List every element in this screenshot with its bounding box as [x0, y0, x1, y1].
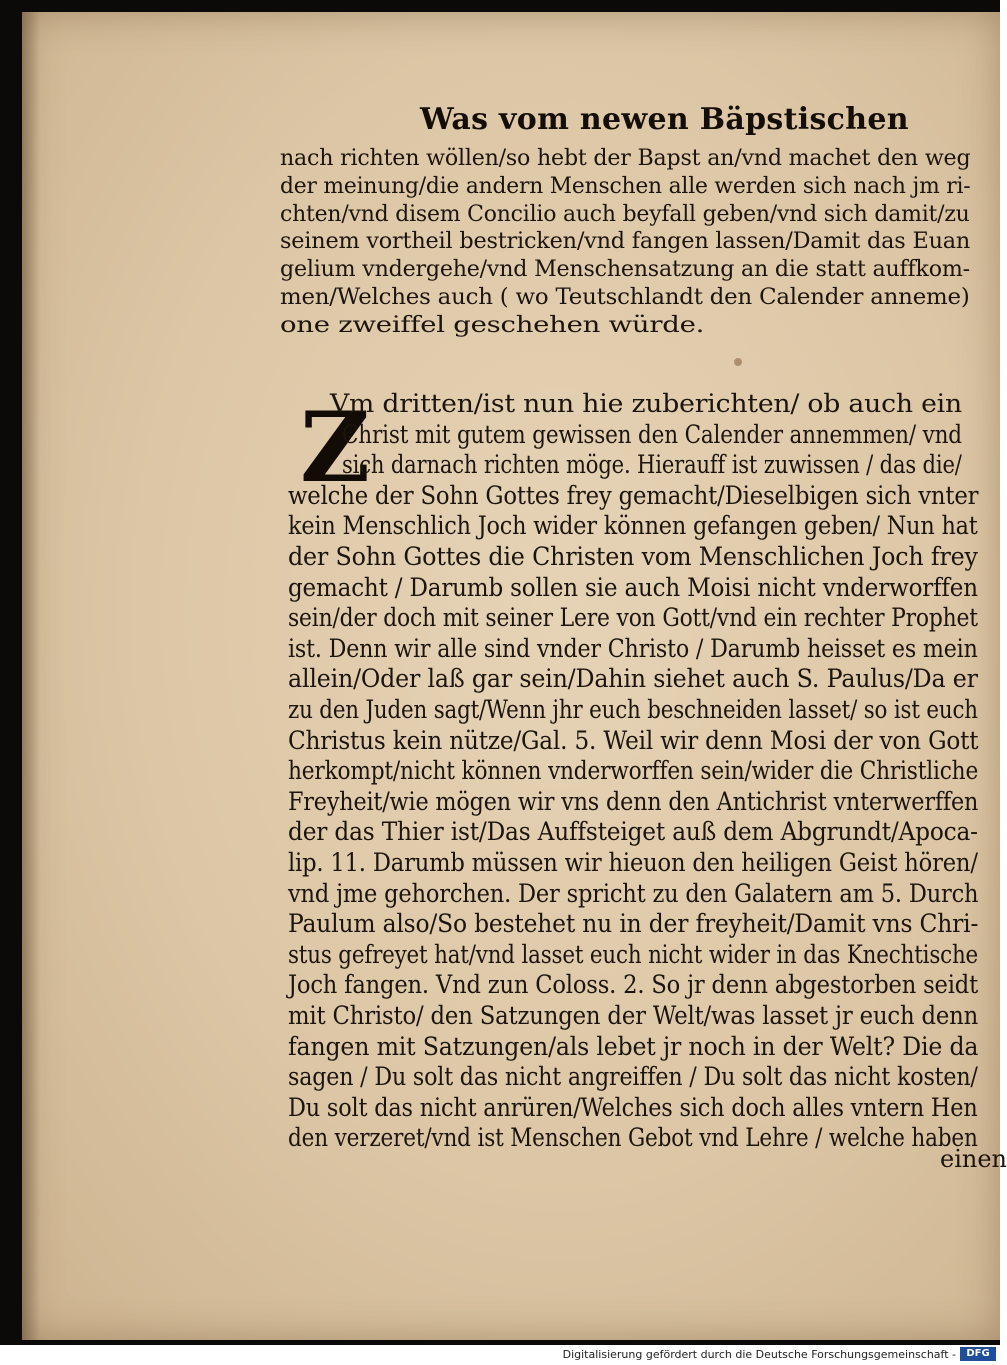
ink-stain: [734, 358, 742, 366]
text-line: herkompt/nicht können vnderworffen sein/wider die Christliche: [288, 756, 979, 786]
text-line: gemacht / Darumb sollen sie auch Moisi nicht vnderworffen: [288, 572, 978, 602]
text-line: vnd jme gehorchen. Der spricht zu den Galatern am 5. Durch: [288, 878, 979, 908]
text-line: gelium vndergehe/vnd Menschensatzung an die statt auffkom-: [280, 257, 970, 283]
text-line: seinem vortheil bestricken/vnd fangen lassen/Damit das Euan: [280, 229, 971, 255]
text-line: kein Menschlich Joch wider können gefangen geben/ Nun hat: [288, 511, 978, 541]
text-line: Christ mit gutem gewissen den Calender annemmen/ vnd: [342, 419, 962, 449]
text-line: der Sohn Gottes die Christen vom Menschlichen Joch frey: [288, 542, 978, 571]
text-line: welche der Sohn Gottes frey gemacht/Dieselbigen sich vnter: [288, 480, 979, 510]
text-line: Freyheit/wie mögen wir vns denn den Antichrist vnterwerffen: [288, 786, 979, 816]
text-line: Christus kein nütze/Gal. 5. Weil wir denn Mosi der von Gott: [288, 725, 979, 755]
footer-credit: Digitalisierung gefördert durch die Deutsche Forschungsgemeinschaft -: [562, 1348, 956, 1361]
text-line: lip. 11. Darumb müssen wir hieuon den heiligen Geist hören/: [288, 848, 978, 877]
text-line: der meinung/die andern Menschen alle werden sich nach jm ri-: [280, 173, 971, 199]
text-line: chten/vnd disem Concilio auch beyfall geben/vnd sich damit/zu: [280, 201, 970, 227]
book-page: [22, 12, 1007, 1340]
text-line: den verzeret/vnd ist Menschen Gebot vnd Lehre / welche haben: [288, 1123, 978, 1153]
text-line: one zweiffel geschehen würde.: [280, 312, 705, 338]
text-line: sagen / Du solt das nicht angreiffen / Du solt das nicht kosten/: [288, 1062, 978, 1092]
running-head: Was vom newen Bäpstischen: [420, 102, 909, 137]
text-line: Paulum also/So bestehet nu in der freyheit/Damit vns Chri-: [288, 909, 979, 939]
text-line: mit Christo/ den Satzungen der Welt/was lasset jr euch denn: [288, 1001, 979, 1030]
text-line: fangen mit Satzungen/als lebet jr noch in der Welt? Die da: [288, 1031, 979, 1061]
catchword: einen: [940, 1145, 1007, 1173]
text-line: der das Thier ist/Das Auffsteiget auß dem Abgrundt/Apoca-: [288, 817, 978, 847]
text-line: nach richten wöllen/so hebt der Bapst an/vnd machet den weg: [280, 146, 971, 171]
text-line: stus gefreyet hat/vnd lasset euch nicht wider in das Knechtische: [288, 939, 979, 969]
text-line: zu den Juden sagt/Wenn jhr euch beschneiden lasset/ so ist euch: [288, 695, 978, 724]
text-line: Du solt das nicht anrüren/Welches sich doch alles vntern Hen: [288, 1092, 978, 1122]
text-line: sich darnach richten möge. Hierauff ist zuwissen / das die/: [342, 450, 962, 480]
text-line: men/Welches auch ( wo Teutschlandt den Calender anneme): [280, 285, 970, 310]
text-line: allein/Oder laß gar sein/Dahin siehet auch S. Paulus/Da er: [288, 664, 978, 694]
dfg-logo: DFG: [960, 1347, 996, 1361]
decorated-initial: Z: [300, 391, 371, 504]
text-line: Vm dritten/ist nun hie zuberichten/ ob auch ein: [330, 389, 962, 418]
text-line: sein/der doch mit seiner Lere von Gott/vnd ein rechter Prophet: [288, 603, 978, 633]
text-line: Joch fangen. Vnd zun Coloss. 2. So jr denn abgestorben seidt: [288, 970, 979, 1000]
text-line: ist. Denn wir alle sind vnder Christo / Darumb heisset es mein: [288, 633, 978, 663]
